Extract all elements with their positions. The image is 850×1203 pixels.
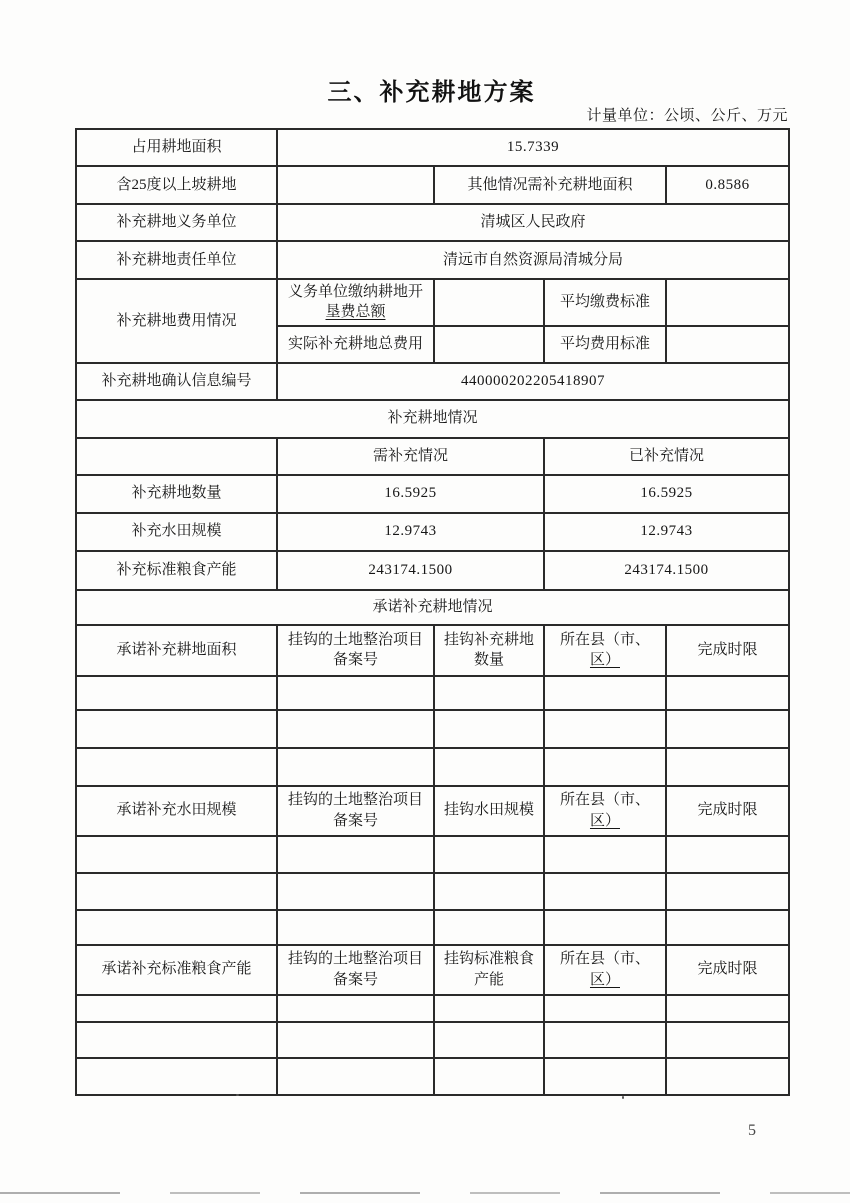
empty-cell [434, 710, 544, 748]
responsible-unit-value: 清远市自然资源局清城分局 [277, 241, 789, 279]
empty-cell [544, 873, 666, 910]
empty-row [76, 748, 789, 786]
avg-cost-std-label: 平均费用标准 [544, 326, 666, 363]
supplement-section-title: 补充耕地情况 [76, 400, 789, 438]
empty-cell [666, 1022, 789, 1058]
supplement-paddy-required: 12.9743 [277, 513, 544, 551]
empty-row [76, 836, 789, 873]
scan-speck [622, 1096, 624, 1099]
col-completed-header: 已补充情况 [544, 438, 789, 475]
empty-cell [277, 1058, 434, 1095]
commitment-grain-project-col: 挂钩的土地整治项目备案号 [277, 945, 434, 995]
empty-cell [76, 836, 277, 873]
supplement-quantity-label: 补充耕地数量 [76, 475, 277, 513]
row-commitment-paddy-header [76, 786, 789, 836]
scan-edge-artifact [0, 1192, 850, 1194]
empty-cell [544, 910, 666, 945]
empty-cell [666, 995, 789, 1022]
empty-row [76, 1058, 789, 1095]
commitment-area-project-col: 挂钩的土地整治项目备案号 [277, 625, 434, 676]
location-col-line2: 区） [589, 812, 620, 829]
occupied-area-value: 15.7339 [277, 129, 789, 166]
empty-cell [666, 748, 789, 786]
avg-payment-std-value-cell [666, 279, 789, 326]
slope-area-value-cell [277, 166, 434, 204]
commitment-paddy-location-col [544, 786, 666, 836]
supplement-paddy-completed: 12.9743 [544, 513, 789, 551]
other-area-label: 其他情况需补充耕地面积 [434, 166, 666, 204]
actual-fee-value-cell [434, 326, 544, 363]
row-confirmation-number [76, 363, 789, 400]
empty-cell [666, 1058, 789, 1095]
obligation-unit-value: 清城区人民政府 [277, 204, 789, 241]
other-area-value: 0.8586 [666, 166, 789, 204]
empty-cell [544, 676, 666, 710]
commitment-paddy-label: 承诺补充水田规模 [76, 786, 277, 836]
commitment-grain-location-col [544, 945, 666, 995]
empty-row [76, 710, 789, 748]
empty-cell [666, 676, 789, 710]
page-title: 三、补充耕地方案 [327, 79, 536, 106]
responsible-unit-label: 补充耕地责任单位 [76, 241, 277, 279]
commitment-area-location-col [544, 625, 666, 676]
empty-cell [434, 1058, 544, 1095]
empty-cell [76, 710, 277, 748]
supplement-quantity-required: 16.5925 [277, 475, 544, 513]
commitment-section-title: 承诺补充耕地情况 [76, 590, 789, 625]
empty-cell [666, 710, 789, 748]
row-fee-1 [76, 279, 789, 326]
empty-cell [76, 1022, 277, 1058]
row-responsible-unit [76, 241, 789, 279]
supplement-grain-required: 243174.1500 [277, 551, 544, 590]
fee-obligation-label-line1: 义务单位缴纳耕地开 [287, 284, 423, 300]
avg-payment-std-label: 平均缴费标准 [544, 279, 666, 326]
empty-cell [76, 676, 277, 710]
row-supplement-quantity [76, 475, 789, 513]
supplement-corner-cell [76, 438, 277, 475]
row-commitment-section-title [76, 590, 789, 625]
empty-cell [544, 1022, 666, 1058]
empty-cell [434, 748, 544, 786]
row-supplement-section-title [76, 400, 789, 438]
location-col-line2: 区） [589, 971, 620, 988]
fee-section-label: 补充耕地费用情况 [76, 279, 277, 363]
fee-obligation-value-cell [434, 279, 544, 326]
scan-speck [236, 1094, 239, 1096]
commitment-grain-label: 承诺补充标准粮食产能 [76, 945, 277, 995]
page-number: 5 [748, 1122, 757, 1139]
location-col-line1: 所在县（市、 [559, 951, 650, 968]
commitment-grain-deadline-col: 完成时限 [666, 945, 789, 995]
empty-cell [277, 748, 434, 786]
occupied-area-label: 占用耕地面积 [76, 129, 277, 166]
empty-cell [666, 873, 789, 910]
empty-cell [544, 836, 666, 873]
empty-cell [277, 995, 434, 1022]
empty-cell [277, 1022, 434, 1058]
supplement-grain-completed: 243174.1500 [544, 551, 789, 590]
empty-cell [76, 1058, 277, 1095]
actual-fee-label: 实际补充耕地总费用 [277, 326, 434, 363]
obligation-unit-label: 补充耕地义务单位 [76, 204, 277, 241]
empty-cell [544, 995, 666, 1022]
empty-cell [434, 836, 544, 873]
empty-cell [76, 748, 277, 786]
confirmation-number-label: 补充耕地确认信息编号 [76, 363, 277, 400]
empty-cell [76, 910, 277, 945]
empty-cell [544, 748, 666, 786]
commitment-paddy-deadline-col: 完成时限 [666, 786, 789, 836]
empty-cell [434, 1022, 544, 1058]
supplement-grain-label: 补充标准粮食产能 [76, 551, 277, 590]
row-occupied-area [76, 129, 789, 166]
commitment-paddy-project-col: 挂钩的土地整治项目备案号 [277, 786, 434, 836]
location-col-line2: 区） [589, 652, 620, 668]
empty-row [76, 995, 789, 1022]
empty-cell [76, 995, 277, 1022]
empty-row [76, 873, 789, 910]
empty-cell [76, 873, 277, 910]
empty-cell [277, 676, 434, 710]
row-commitment-grain-header [76, 945, 789, 995]
row-supplement-columns [76, 438, 789, 475]
empty-cell [277, 910, 434, 945]
col-required-header: 需补充情况 [277, 438, 544, 475]
empty-cell [434, 873, 544, 910]
row-supplement-paddy [76, 513, 789, 551]
row-commitment-area-header [76, 625, 789, 676]
row-obligation-unit [76, 204, 789, 241]
location-col-line1: 所在县（市、 [559, 631, 650, 648]
unit-note: 计量单位：公顷、公斤、万元 [586, 108, 788, 124]
commitment-area-qty-col: 挂钩补充耕地数量 [434, 625, 544, 676]
slope-area-label: 含25度以上坡耕地 [76, 166, 277, 204]
empty-row [76, 910, 789, 945]
empty-cell [544, 710, 666, 748]
supplement-farmland-plan-table [75, 128, 790, 1096]
fee-obligation-label-line2: 垦费总额 [325, 304, 386, 321]
supplement-quantity-completed: 16.5925 [544, 475, 789, 513]
commitment-area-label: 承诺补充耕地面积 [76, 625, 277, 676]
fee-obligation-label [277, 279, 434, 326]
empty-row [76, 1022, 789, 1058]
empty-cell [277, 710, 434, 748]
commitment-paddy-qty-col: 挂钩水田规模 [434, 786, 544, 836]
empty-cell [434, 676, 544, 710]
empty-cell [666, 910, 789, 945]
supplement-paddy-label: 补充水田规模 [76, 513, 277, 551]
location-col-line1: 所在县（市、 [559, 792, 650, 809]
empty-cell [277, 836, 434, 873]
confirmation-number-value: 440000202205418907 [277, 363, 789, 400]
row-slope-area [76, 166, 789, 204]
empty-row [76, 676, 789, 710]
empty-cell [434, 910, 544, 945]
avg-cost-std-value-cell [666, 326, 789, 363]
empty-cell [544, 1058, 666, 1095]
empty-cell [666, 836, 789, 873]
empty-cell [277, 873, 434, 910]
row-supplement-grain [76, 551, 789, 590]
commitment-grain-qty-col: 挂钩标准粮食产能 [434, 945, 544, 995]
empty-cell [434, 995, 544, 1022]
commitment-area-deadline-col: 完成时限 [666, 625, 789, 676]
